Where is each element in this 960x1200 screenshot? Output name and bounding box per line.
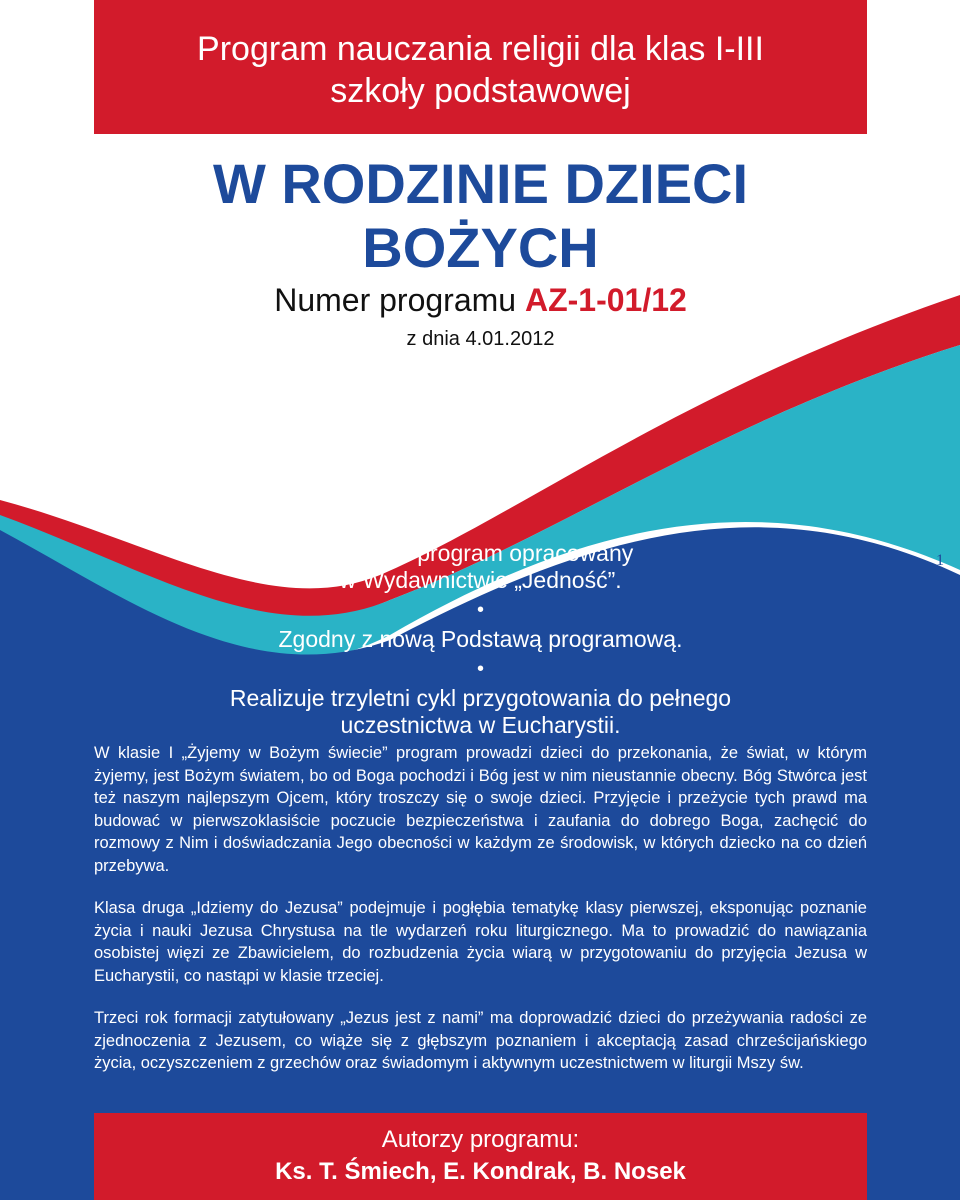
- bullet-2: •: [476, 658, 484, 680]
- description: [94, 742, 867, 1095]
- feature-3-line-1: Realizuje trzyletni cykl przygotowania do pełnego: [229, 685, 732, 711]
- description-paragraph-2: Klasa druga „Idziemy do Jezusa” podejmuje i pogłębia tematykę klasy pierwszej, eksponując poznanie życia i nauki Jezusa Chrystusa na tle wydarzeń roku liturgicznego. Ma to prowadzić do nawiązania osobistej więzi ze Zbawicielem, do rozbudzenia życia wiarą w przygotowaniu do przyjęcia Jezusa w Eucharystii, co nastąpi w klasie trzeciej.: [94, 899, 867, 985]
- authors-label: Autorzy programu:: [381, 1126, 580, 1153]
- top-banner: [94, 0, 867, 134]
- title-line-2: BOŻYCH: [362, 216, 599, 279]
- page-number: 1: [936, 552, 944, 569]
- feature-1-line-2: w Wydawnictwie „Jedność”.: [339, 567, 622, 593]
- title-line-1: W RODZINIE DZIECI: [212, 152, 749, 215]
- features-list: [94, 540, 867, 739]
- program-number-label: Numer programu: [274, 282, 525, 318]
- header-line-2: szkoły podstawowej: [330, 72, 631, 110]
- header-line-1: Program nauczania religii dla klas I-III: [197, 30, 764, 68]
- feature-1-line-1: Autorski program opracowany: [327, 540, 634, 566]
- bullet-1: •: [476, 599, 484, 621]
- feature-2: Zgodny z nową Podstawą programową.: [278, 626, 683, 652]
- description-paragraph-3: Trzeci rok formacji zatytułowany „Jezus jest z nami” ma doprowadzić dzieci do przeżywania radości ze zjednoczenia z Jezusem, co wiąże się z głębszym poznaniem i akceptacją zasad chrześcijańskiego życia, oczyszczeniem z grzechów oraz świadomym i aktywnym uczestnictwem w liturgii Mszy św.: [94, 1009, 867, 1072]
- authors-banner: [94, 1113, 867, 1200]
- program-code: AZ-1-01/12: [524, 282, 687, 318]
- program-date: z dnia 4.01.2012: [406, 328, 555, 350]
- feature-3-line-2: uczestnictwa w Eucharystii.: [340, 712, 621, 738]
- program-number: [94, 282, 867, 319]
- main-title: [94, 152, 867, 280]
- description-paragraph-1: W klasie I „Żyjemy w Bożym świecie” program prowadzi dzieci do przekonania, że świat, w którym żyjemy, jest Bożym światem, bo od Boga pochodzi i Bóg jest w nim nieustannie obecny. Bóg Stwórca jest też naszym najlepszym Ojcem, który troszczy się o swoje dzieci. Przyjęcie i przeżycie tych prawd ma budować w pierwszoklasiście poczucie bezpieczeństwa i zaufania do dobrego Boga, zachęcić do rozmowy z Nim i doświadczania Jego obecności w każdym ze środowisk, w których dziecko na co dzień przebywa.: [94, 744, 867, 875]
- authors-names: Ks. T. Śmiech, E. Kondrak, B. Nosek: [275, 1158, 686, 1185]
